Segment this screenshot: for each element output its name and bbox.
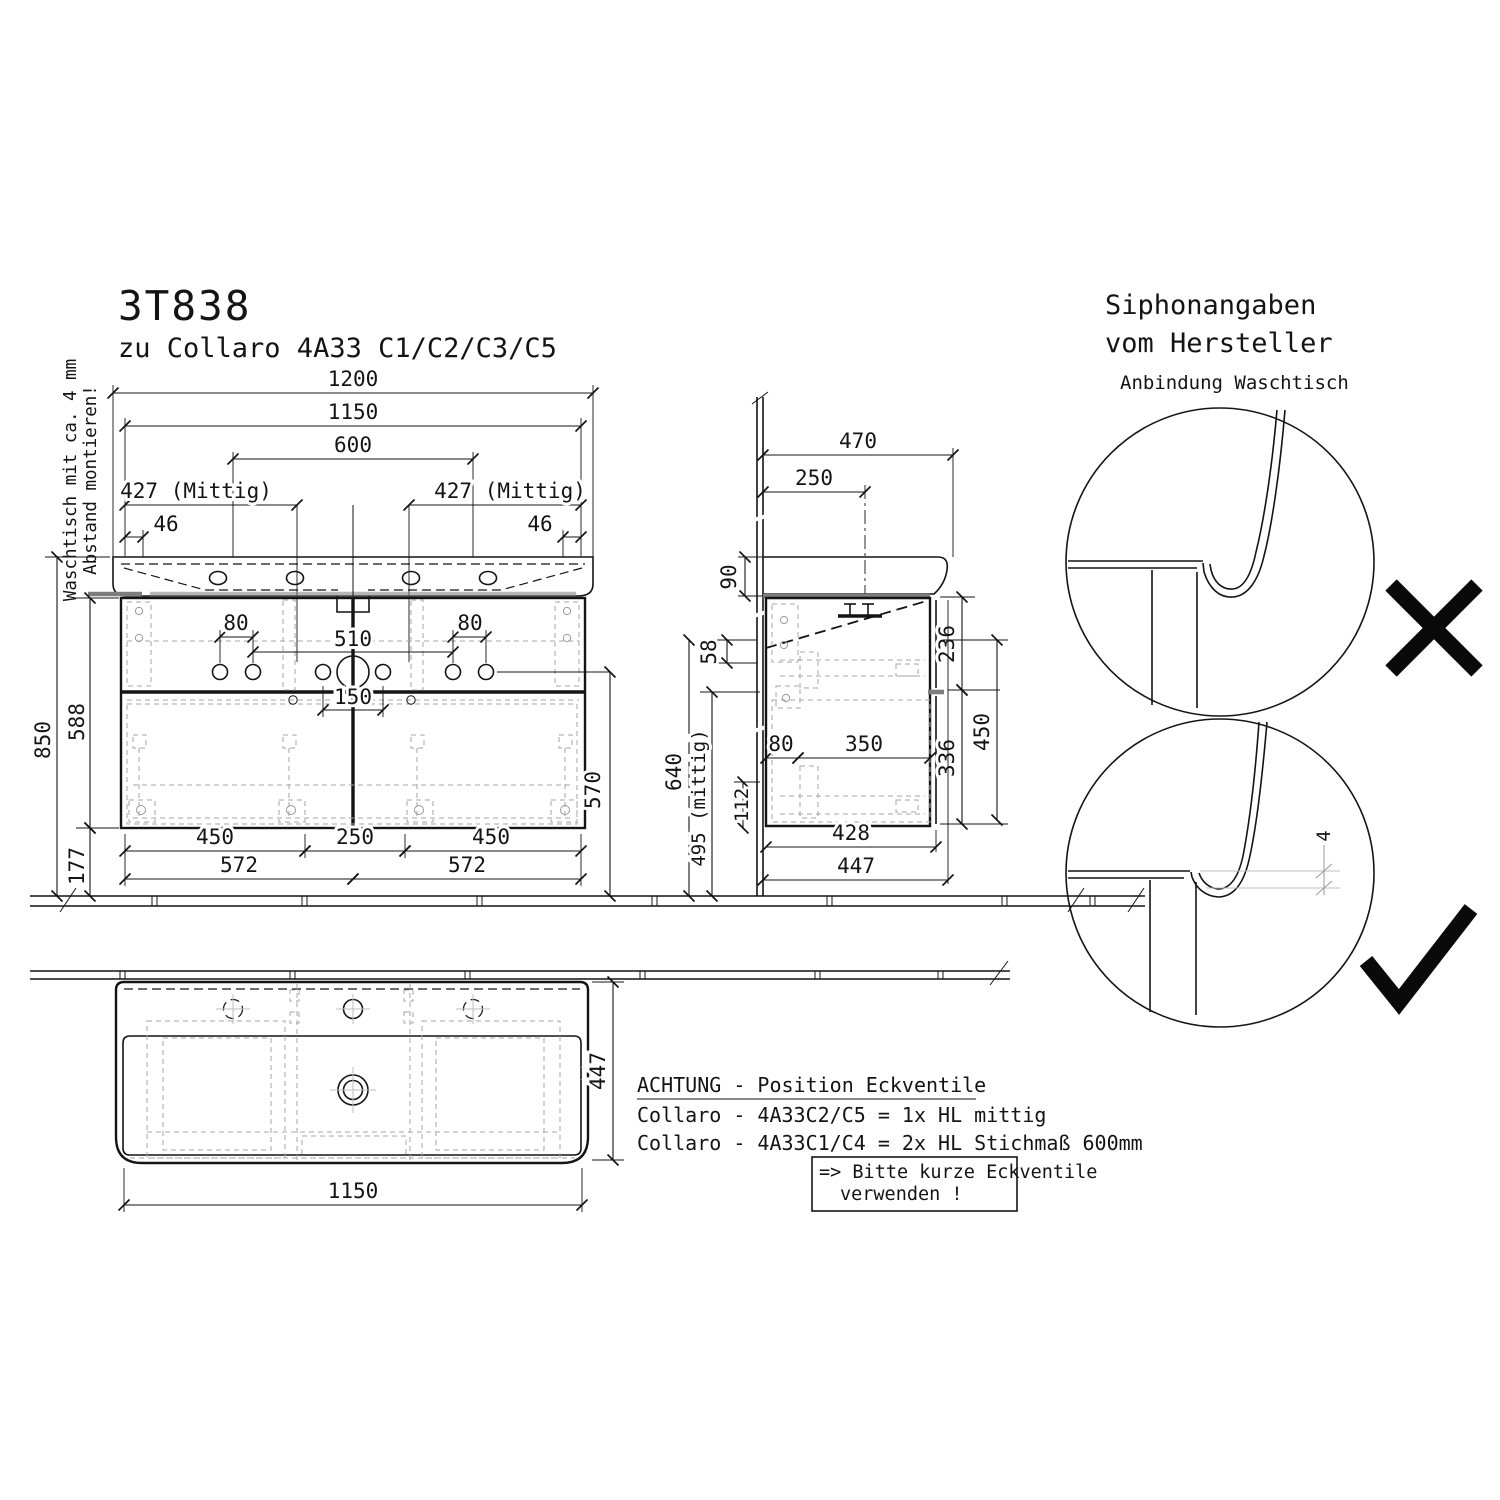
dim-plan-width: 1150 xyxy=(327,1179,379,1203)
dim-lower-front: 336 xyxy=(935,739,959,777)
dim-basin-height: 90 xyxy=(717,564,741,590)
dim-rail-offset: 58 xyxy=(697,639,721,665)
dim-cabinet-height: 588 xyxy=(65,703,89,741)
plan-view xyxy=(116,982,624,1212)
overflow-hole-icon xyxy=(403,572,420,585)
detail-circle-correct xyxy=(1066,719,1374,1027)
dim-drawer-center: 250 xyxy=(336,825,374,849)
gap-dimension xyxy=(1200,830,1340,895)
siphon-heading-line2: vom Hersteller xyxy=(1105,328,1333,359)
wall-note-line1: Waschtisch mit ca. 4 mm xyxy=(61,358,81,602)
dim-hole-pair-left: 80 xyxy=(223,611,249,635)
drain-plan xyxy=(330,1067,376,1113)
siphon-details xyxy=(1066,290,1477,1027)
attention-line2: Collaro - 4A33C1/C4 = 2x HL Stichmaß 600mm xyxy=(637,1131,1143,1155)
washbasin-plan xyxy=(116,982,588,1163)
dim-hole-pair-right: 80 xyxy=(457,611,483,635)
dim-edge-left: 46 xyxy=(153,512,179,536)
dim-upper-front: 236 xyxy=(935,625,959,663)
dim-siphon-gap: 4 xyxy=(1313,830,1335,842)
siphon-heading-line1: Siphonangaben xyxy=(1105,290,1317,321)
overflow-hole-icon xyxy=(287,572,304,585)
x-mark-icon xyxy=(1391,585,1477,671)
side-view xyxy=(662,392,1008,896)
dim-faucet-spacing: 600 xyxy=(334,433,372,457)
detail-circle-wrong xyxy=(1066,408,1374,716)
attention-block xyxy=(637,1073,1143,1211)
fitting-screws-side xyxy=(780,616,789,701)
dim-plan-depth: 447 xyxy=(586,1052,610,1090)
dim-bottom-offset: 112 xyxy=(731,787,753,823)
dim-drawer-left: 450 xyxy=(196,825,234,849)
dim-overall-depth: 447 xyxy=(837,854,875,878)
dim-valve-height: 570 xyxy=(581,771,605,809)
overflow-hole-icon xyxy=(480,572,497,585)
dim-total-height: 850 xyxy=(31,721,55,759)
dim-center-span: 150 xyxy=(334,685,372,709)
attention-line1: Collaro - 4A33C2/C5 = 1x HL mittig xyxy=(637,1103,1047,1127)
dim-drawer-right: 450 xyxy=(472,825,510,849)
dim-basin-depth: 470 xyxy=(839,429,877,453)
title-block xyxy=(118,282,557,364)
dim-half-left: 572 xyxy=(220,853,258,877)
dim-drain-setback: 250 xyxy=(795,466,833,490)
attention-title: ACHTUNG - Position Eckventile xyxy=(637,1073,987,1097)
drawing-variant: zu Collaro 4A33 C1/C2/C3/C5 xyxy=(118,333,557,364)
wall-note-line2: Abstand montieren! xyxy=(81,385,101,575)
vanity-cabinet-side xyxy=(766,598,944,826)
floor-line xyxy=(30,888,1145,912)
drawing-number: 3T838 xyxy=(118,282,252,330)
tap-holes-plan xyxy=(216,994,490,1024)
dim-half-right: 572 xyxy=(448,853,486,877)
siphon-subheading: Anbindung Waschtisch xyxy=(1120,372,1349,394)
dim-cabinet-height-side: 450 xyxy=(970,713,994,751)
drain-fitting-icon xyxy=(838,604,882,616)
dim-bowl-center-left: 427 (Mittig) xyxy=(120,479,272,503)
dim-overall-width: 1200 xyxy=(327,367,379,391)
dim-cabinet-depth: 428 xyxy=(832,821,870,845)
attention-box-line2: verwenden ! xyxy=(840,1184,963,1205)
dim-bowl-center-right: 427 (Mittig) xyxy=(434,479,586,503)
checkmark-icon xyxy=(1366,909,1471,1002)
dim-wall-gap: 80 xyxy=(768,732,794,756)
dim-slide-length: 350 xyxy=(845,732,883,756)
dim-rail-height: 640 xyxy=(662,753,686,791)
dim-basin-width: 1150 xyxy=(327,400,379,424)
dim-bottom-clearance: 177 xyxy=(65,847,89,885)
dim-drain-height: 495 (mittig) xyxy=(688,729,710,867)
attention-box-line1: => Bitte kurze Eckventile xyxy=(819,1162,1098,1183)
dim-inner-span: 510 xyxy=(334,627,372,651)
overflow-hole-icon xyxy=(210,572,227,585)
front-view xyxy=(31,359,610,896)
washbasin-side xyxy=(717,557,947,596)
dim-edge-right: 46 xyxy=(527,512,553,536)
drawer-internals-side xyxy=(772,604,930,822)
